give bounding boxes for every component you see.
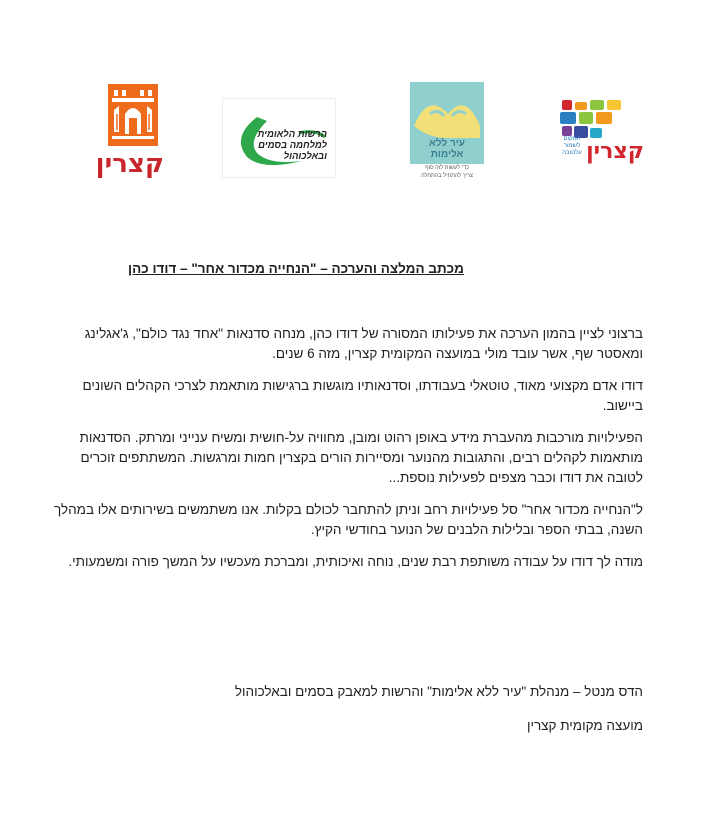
- letter-title: מכתב המלצה והערכה – "הנחייה מכדור אחר" – דודו כהן: [128, 261, 464, 276]
- violence-line-1: עיר ללא: [429, 138, 465, 149]
- city-without-violence-logo: [408, 80, 486, 180]
- letter-body: [43, 324, 643, 584]
- paragraph-1: ברצוני לציין בהמון הערכה את פעילותו המסורה של דודו כהן, מנחה סדנאות "אחד נגד כולם", ג'אגלינג ומאסטר שף, אשר עובד מולי במועצה המקומית קצרין, מזה 6 שנים.: [84, 326, 643, 361]
- violence-line-2: אלימות: [430, 149, 464, 160]
- signature-organization-line: מועצה מקומית קצרין: [526, 718, 643, 733]
- paragraph-2: דודו אדם מקצועי מאוד, טוטאלי בעבודתו, וסדנאותיו מוגשות ברגישות מותאמת לצרכי הקהלים השונים ביישוב.: [82, 378, 643, 413]
- slogan-line-3: עלטובה: [562, 150, 582, 156]
- slogan-line-1: המקום: [563, 136, 581, 142]
- paragraph-5: מודה לך דודו על עבודה משותפת רבת שנים, נוחה ואיכותית, ומברכת מעכשיו על המשך פורה ומשמעותי.: [68, 554, 643, 569]
- katzrin-emblem-text: קצרין: [95, 149, 164, 179]
- logos-row: [0, 80, 725, 190]
- anti-drug-authority-logo: [222, 98, 336, 178]
- authority-line-2: למלחמה בסמים: [258, 140, 327, 151]
- paragraph-3: הפעילויות מורכבות מהעברת מידע באופן רהוט ומובן, מחוויה על-חושית ומשיח ענייני ומרתק. הסדנאות מותאמות לקהלים רבים, והתגובות מהנוער ומסיירות הורים בקצרין חמות ומרגשות. המשתתפים זוכרים לטובה את דודו וכבר מצפים לפעילות נוספת...: [79, 430, 643, 485]
- authority-line-3: ובאלכוהול: [283, 151, 327, 162]
- violence-line-3: כדי לעשות לזה סוף: [425, 165, 469, 171]
- katzrin-council-text: קצרין: [586, 139, 644, 164]
- katzrin-emblem-logo: [95, 84, 164, 184]
- anti-drug-authority-text: [258, 129, 327, 162]
- katzrin-council-slogan: [558, 136, 586, 157]
- signature-name-line: הדס מנטל – מנהלת "עיר ללא אלימות" והרשות למאבק בסמים ובאלכוהול: [234, 684, 643, 699]
- slogan-line-2: לשמור: [563, 143, 581, 149]
- paragraph-4: ל"הנחייה מכדור אחר" סל פעילויות רחב וניתן להתחבר לכולם בקלות. אנו משתמשים בשירותים אלו במהלך השנה, בבתי הספר ובלילות הלבנים של הנוער בחודשי הקיץ.: [54, 502, 643, 537]
- katzrin-council-logo: [558, 98, 644, 178]
- city-without-violence-text: [408, 138, 486, 180]
- violence-line-4: צריך להתחיל בהתחלה: [421, 173, 473, 179]
- authority-line-1: הרשות הלאומית: [257, 129, 327, 140]
